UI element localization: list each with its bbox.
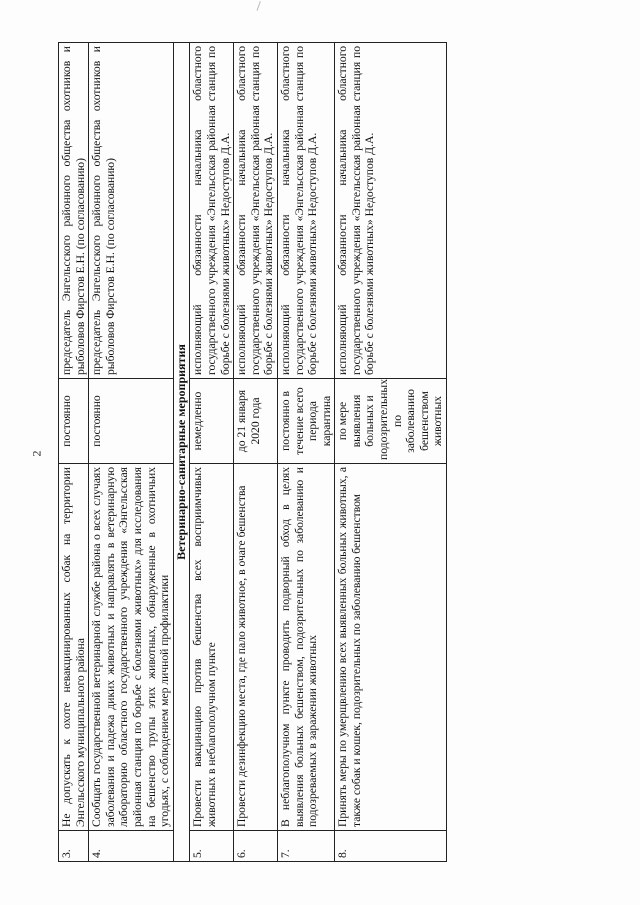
page-number: 2 bbox=[29, 450, 44, 457]
row-responsible: исполняющий обязанности начальника областного государственного учреждения «Энгельсская районная станция по борьбе с болезнями животных» Недоступов Д.А. bbox=[190, 43, 234, 379]
row-action: Сообщать государственной ветеринарной службе района о всех случаях заболевания и падежа диких животных и направлять в ветеринарную лабораторию областного государственного учреждения «Энгельсская районная станция по борьбе с болезнями животных» для исследования на бешенство трупы этих животных, обнаруженные в охотничьих угодьях, с соблюдением мер личной профилактики bbox=[89, 464, 174, 831]
row-number: 6. bbox=[234, 831, 278, 862]
row-term: до 21 января 2020 года bbox=[234, 379, 278, 464]
row-number: 8. bbox=[335, 831, 447, 862]
row-responsible: исполняющий обязанности начальника областного государственного учреждения «Энгельсская районная станция по борьбе с болезнями животных» Недоступов Д.А. bbox=[234, 43, 278, 379]
scan-mark bbox=[257, 1, 267, 13]
row-number: 3. bbox=[59, 831, 89, 862]
row-action: В неблагополучном пункте проводить подворный обход в целях выявления больных бешенством, подозрительных по заболеванию и подозреваемых в заражении животных bbox=[277, 464, 334, 831]
table-row bbox=[277, 43, 334, 862]
row-responsible: председатель Энгельсского районного общества охотников и рыболовов Фирстов Е.Н. (по согласованию) bbox=[59, 43, 89, 379]
row-number: 7. bbox=[277, 831, 334, 862]
section-title: Ветеринарно-санитарные мероприятия bbox=[173, 43, 190, 862]
table-row bbox=[234, 43, 278, 862]
row-term: постоянно bbox=[59, 379, 89, 464]
row-responsible: председатель Энгельсского районного общества охотников и рыболовов Фирстов Е.Н. (по согласованию) bbox=[89, 43, 174, 379]
row-responsible: исполняющий обязанности начальника областного государственного учреждения «Энгельсская районная станция по борьбе с болезнями животных» Недоступов Д.А. bbox=[277, 43, 334, 379]
table-row bbox=[335, 43, 447, 862]
row-term: постоянно bbox=[89, 379, 174, 464]
row-action: Не допускать к охоте невакцинированных собак на территории Энгельсского муниципального района bbox=[59, 464, 89, 831]
table-row bbox=[59, 43, 89, 862]
row-number: 5. bbox=[190, 831, 234, 862]
table-row bbox=[89, 43, 174, 862]
row-action: Провести вакцинацию против бешенства всех восприимчивых животных в неблагополучном пункте bbox=[190, 464, 234, 831]
row-term: по мере выявления больных и подозрительных по заболеванию бешенством животных bbox=[335, 379, 447, 464]
row-action: Принять меры по умерщвлению всех выявленных больных животных, а также собак и кошек, подозрительных по заболеванию бешенством bbox=[335, 464, 447, 831]
rotated-table-container bbox=[58, 42, 640, 862]
section-row bbox=[173, 43, 190, 862]
row-number: 4. bbox=[89, 831, 174, 862]
table-row bbox=[190, 43, 234, 862]
row-action: Провести дезинфекцию места, где пало животное, в очаге бешенства bbox=[234, 464, 278, 831]
row-term: немедленно bbox=[190, 379, 234, 464]
row-responsible: исполняющий обязанности начальника областного государственного учреждения «Энгельсская районная станция по борьбе с болезнями животных» Недоступов Д.А. bbox=[335, 43, 447, 379]
measures-table bbox=[58, 42, 447, 862]
row-term: постоянно в течение всего периода карантина bbox=[277, 379, 334, 464]
